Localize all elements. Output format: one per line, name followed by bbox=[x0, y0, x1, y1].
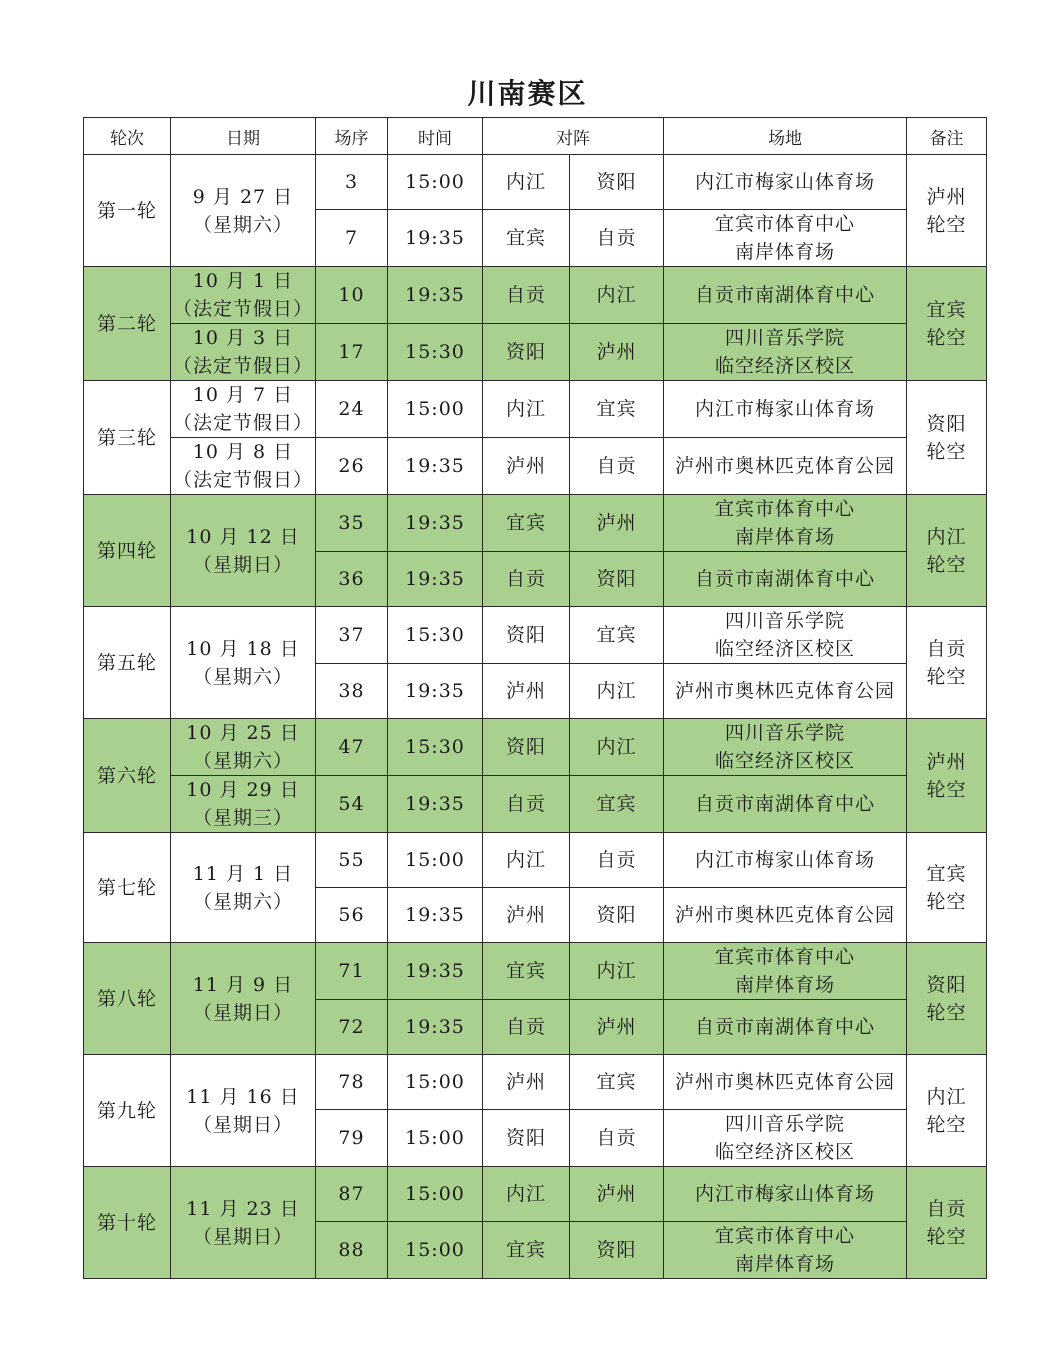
date-cell bbox=[171, 381, 316, 438]
date-line: 10 月 8 日 bbox=[192, 441, 294, 463]
away-team-cell: 资阳 bbox=[570, 1222, 664, 1279]
seq-cell: 47 bbox=[316, 719, 388, 776]
header-time: 时间 bbox=[388, 118, 483, 155]
note-line: 宜宾 bbox=[926, 862, 967, 885]
seq-cell: 10 bbox=[316, 267, 388, 324]
date-line: （星期三） bbox=[192, 807, 293, 829]
venue-cell bbox=[664, 943, 907, 1000]
date-line: （星期日） bbox=[192, 553, 293, 576]
time-cell: 19:35 bbox=[388, 776, 483, 833]
date-line: （星期六） bbox=[192, 750, 293, 772]
seq-cell: 88 bbox=[316, 1222, 388, 1279]
date-line: （星期日） bbox=[192, 1113, 293, 1136]
note-line: 轮空 bbox=[926, 1225, 967, 1248]
away-team-cell: 内江 bbox=[570, 267, 664, 324]
venue-line: 宜宾市体育中心 bbox=[714, 1225, 855, 1247]
seq-cell: 56 bbox=[316, 888, 388, 943]
seq-cell: 38 bbox=[316, 664, 388, 719]
header-round: 轮次 bbox=[84, 118, 171, 155]
time-cell: 15:30 bbox=[388, 324, 483, 381]
note-cell bbox=[907, 495, 987, 607]
away-team-cell: 自贡 bbox=[570, 438, 664, 495]
table-row bbox=[84, 943, 987, 1000]
date-line: 10 月 18 日 bbox=[186, 637, 300, 660]
date-cell bbox=[171, 495, 316, 607]
note-line: 轮空 bbox=[926, 778, 967, 801]
away-team-cell: 泸州 bbox=[570, 324, 664, 381]
venue-cell bbox=[664, 1055, 907, 1110]
table-row bbox=[84, 1167, 987, 1222]
venue-line: 四川音乐学院 bbox=[724, 722, 845, 744]
header-seq: 场序 bbox=[316, 118, 388, 155]
home-team-cell: 泸州 bbox=[483, 664, 570, 719]
venue-line: 南岸体育场 bbox=[734, 1253, 835, 1275]
home-team-cell: 宜宾 bbox=[483, 210, 570, 267]
table-row bbox=[84, 776, 987, 833]
header-date: 日期 bbox=[171, 118, 316, 155]
away-team-cell: 内江 bbox=[570, 664, 664, 719]
date-line: （星期六） bbox=[192, 890, 293, 913]
away-team-cell: 内江 bbox=[570, 719, 664, 776]
seq-cell: 78 bbox=[316, 1055, 388, 1110]
home-team-cell: 自贡 bbox=[483, 776, 570, 833]
venue-cell bbox=[664, 888, 907, 943]
date-cell bbox=[171, 776, 316, 833]
venue-line: 南岸体育场 bbox=[734, 241, 835, 263]
seq-cell: 17 bbox=[316, 324, 388, 381]
note-line: 轮空 bbox=[926, 665, 967, 688]
date-line: （星期日） bbox=[192, 1001, 293, 1024]
time-cell: 19:35 bbox=[388, 1000, 483, 1055]
table-row bbox=[84, 495, 987, 552]
home-team-cell: 宜宾 bbox=[483, 943, 570, 1000]
table-row bbox=[84, 155, 987, 210]
home-team-cell: 泸州 bbox=[483, 438, 570, 495]
home-team-cell: 宜宾 bbox=[483, 1222, 570, 1279]
venue-line: 自贡市南湖体育中心 bbox=[694, 1016, 875, 1038]
header-matchup: 对阵 bbox=[483, 118, 664, 155]
date-cell bbox=[171, 719, 316, 776]
home-team-cell: 宜宾 bbox=[483, 495, 570, 552]
note-cell bbox=[907, 1055, 987, 1167]
away-team-cell: 自贡 bbox=[570, 833, 664, 888]
note-cell bbox=[907, 719, 987, 833]
home-team-cell: 自贡 bbox=[483, 552, 570, 607]
venue-cell bbox=[664, 381, 907, 438]
venue-line: 泸州市奥林匹克体育公园 bbox=[674, 680, 895, 702]
away-team-cell: 宜宾 bbox=[570, 381, 664, 438]
seq-cell: 54 bbox=[316, 776, 388, 833]
round-cell: 第七轮 bbox=[84, 833, 171, 943]
date-line: 10 月 29 日 bbox=[186, 779, 300, 801]
away-team-cell: 泸州 bbox=[570, 1167, 664, 1222]
venue-cell bbox=[664, 607, 907, 664]
date-cell bbox=[171, 607, 316, 719]
seq-cell: 7 bbox=[316, 210, 388, 267]
venue-line: 内江市梅家山体育场 bbox=[694, 849, 875, 871]
seq-cell: 55 bbox=[316, 833, 388, 888]
home-team-cell: 资阳 bbox=[483, 1110, 570, 1167]
home-team-cell: 泸州 bbox=[483, 1055, 570, 1110]
venue-cell bbox=[664, 1167, 907, 1222]
note-line: 泸州 bbox=[926, 185, 967, 208]
date-cell bbox=[171, 155, 316, 267]
time-cell: 15:00 bbox=[388, 1167, 483, 1222]
date-line: （法定节假日） bbox=[172, 412, 313, 434]
header-row bbox=[84, 118, 987, 155]
note-line: 自贡 bbox=[926, 637, 967, 660]
date-line: 10 月 3 日 bbox=[192, 327, 294, 349]
schedule-body bbox=[84, 155, 987, 1279]
time-cell: 15:00 bbox=[388, 155, 483, 210]
note-cell bbox=[907, 155, 987, 267]
round-cell: 第三轮 bbox=[84, 381, 171, 495]
time-cell: 19:35 bbox=[388, 267, 483, 324]
seq-cell: 71 bbox=[316, 943, 388, 1000]
table-row bbox=[84, 267, 987, 324]
date-cell bbox=[171, 438, 316, 495]
note-line: 轮空 bbox=[926, 1001, 967, 1024]
venue-cell bbox=[664, 210, 907, 267]
away-team-cell: 资阳 bbox=[570, 552, 664, 607]
note-cell bbox=[907, 607, 987, 719]
venue-cell bbox=[664, 324, 907, 381]
home-team-cell: 资阳 bbox=[483, 607, 570, 664]
header-note: 备注 bbox=[907, 118, 987, 155]
seq-cell: 79 bbox=[316, 1110, 388, 1167]
venue-line: 南岸体育场 bbox=[734, 974, 835, 996]
venue-line: 宜宾市体育中心 bbox=[714, 946, 855, 968]
time-cell: 19:35 bbox=[388, 438, 483, 495]
table-row bbox=[84, 719, 987, 776]
date-line: （法定节假日） bbox=[172, 298, 313, 320]
seq-cell: 72 bbox=[316, 1000, 388, 1055]
round-cell: 第五轮 bbox=[84, 607, 171, 719]
note-line: 轮空 bbox=[926, 440, 967, 463]
venue-line: 自贡市南湖体育中心 bbox=[694, 793, 875, 815]
venue-cell bbox=[664, 267, 907, 324]
note-line: 资阳 bbox=[926, 412, 967, 435]
home-team-cell: 内江 bbox=[483, 1167, 570, 1222]
away-team-cell: 宜宾 bbox=[570, 776, 664, 833]
venue-line: 南岸体育场 bbox=[734, 526, 835, 548]
seq-cell: 3 bbox=[316, 155, 388, 210]
table-row bbox=[84, 381, 987, 438]
note-cell bbox=[907, 833, 987, 943]
venue-line: 内江市梅家山体育场 bbox=[694, 398, 875, 420]
date-line: （星期六） bbox=[192, 213, 293, 236]
date-cell bbox=[171, 833, 316, 943]
time-cell: 19:35 bbox=[388, 664, 483, 719]
venue-line: 内江市梅家山体育场 bbox=[694, 171, 875, 193]
table-row bbox=[84, 438, 987, 495]
time-cell: 19:35 bbox=[388, 943, 483, 1000]
venue-cell bbox=[664, 776, 907, 833]
date-line: 11 月 9 日 bbox=[192, 973, 294, 996]
round-cell: 第一轮 bbox=[84, 155, 171, 267]
time-cell: 15:30 bbox=[388, 719, 483, 776]
round-cell: 第二轮 bbox=[84, 267, 171, 381]
page-title: 川南赛区 bbox=[467, 77, 588, 110]
round-cell: 第六轮 bbox=[84, 719, 171, 833]
seq-cell: 36 bbox=[316, 552, 388, 607]
away-team-cell: 资阳 bbox=[570, 888, 664, 943]
seq-cell: 35 bbox=[316, 495, 388, 552]
date-line: 10 月 7 日 bbox=[192, 384, 294, 406]
home-team-cell: 资阳 bbox=[483, 324, 570, 381]
away-team-cell: 宜宾 bbox=[570, 607, 664, 664]
away-team-cell: 泸州 bbox=[570, 1000, 664, 1055]
home-team-cell: 资阳 bbox=[483, 719, 570, 776]
date-cell bbox=[171, 1167, 316, 1279]
time-cell: 15:00 bbox=[388, 1222, 483, 1279]
note-line: 轮空 bbox=[926, 553, 967, 576]
round-cell: 第四轮 bbox=[84, 495, 171, 607]
venue-line: 临空经济区校区 bbox=[714, 355, 855, 377]
venue-line: 宜宾市体育中心 bbox=[714, 498, 855, 520]
note-line: 宜宾 bbox=[926, 298, 967, 321]
home-team-cell: 内江 bbox=[483, 155, 570, 210]
note-cell bbox=[907, 381, 987, 495]
date-line: 10 月 12 日 bbox=[186, 525, 300, 548]
venue-line: 临空经济区校区 bbox=[714, 1141, 855, 1163]
schedule-table bbox=[83, 117, 987, 1279]
date-line: 10 月 1 日 bbox=[192, 270, 294, 292]
date-line: （星期日） bbox=[192, 1225, 293, 1248]
date-line: （法定节假日） bbox=[172, 469, 313, 491]
table-row bbox=[84, 1055, 987, 1110]
note-line: 内江 bbox=[926, 1085, 967, 1108]
venue-cell bbox=[664, 719, 907, 776]
note-line: 轮空 bbox=[926, 326, 967, 349]
home-team-cell: 自贡 bbox=[483, 267, 570, 324]
venue-line: 四川音乐学院 bbox=[724, 327, 845, 349]
time-cell: 19:35 bbox=[388, 552, 483, 607]
away-team-cell: 资阳 bbox=[570, 155, 664, 210]
time-cell: 15:00 bbox=[388, 381, 483, 438]
away-team-cell: 自贡 bbox=[570, 210, 664, 267]
time-cell: 19:35 bbox=[388, 210, 483, 267]
date-line: 10 月 25 日 bbox=[186, 722, 300, 744]
note-cell bbox=[907, 267, 987, 381]
away-team-cell: 内江 bbox=[570, 943, 664, 1000]
table-row bbox=[84, 324, 987, 381]
home-team-cell: 内江 bbox=[483, 381, 570, 438]
venue-cell bbox=[664, 1000, 907, 1055]
time-cell: 15:00 bbox=[388, 1055, 483, 1110]
date-cell bbox=[171, 324, 316, 381]
venue-line: 四川音乐学院 bbox=[724, 610, 845, 632]
note-cell bbox=[907, 943, 987, 1055]
table-row bbox=[84, 607, 987, 664]
venue-cell bbox=[664, 495, 907, 552]
note-cell bbox=[907, 1167, 987, 1279]
date-cell bbox=[171, 943, 316, 1055]
date-line: 11 月 23 日 bbox=[186, 1197, 300, 1220]
time-cell: 15:00 bbox=[388, 1110, 483, 1167]
note-line: 泸州 bbox=[926, 750, 967, 773]
date-line: 11 月 1 日 bbox=[192, 862, 294, 885]
venue-cell bbox=[664, 438, 907, 495]
venue-line: 四川音乐学院 bbox=[724, 1113, 845, 1135]
date-line: 9 月 27 日 bbox=[192, 185, 294, 208]
header-venue: 场地 bbox=[664, 118, 907, 155]
date-cell bbox=[171, 267, 316, 324]
venue-line: 临空经济区校区 bbox=[714, 750, 855, 772]
venue-line: 泸州市奥林匹克体育公园 bbox=[674, 455, 895, 477]
venue-line: 内江市梅家山体育场 bbox=[694, 1183, 875, 1205]
venue-cell bbox=[664, 552, 907, 607]
date-line: 11 月 16 日 bbox=[186, 1085, 300, 1108]
away-team-cell: 自贡 bbox=[570, 1110, 664, 1167]
venue-line: 自贡市南湖体育中心 bbox=[694, 284, 875, 306]
venue-cell bbox=[664, 1222, 907, 1279]
note-line: 轮空 bbox=[926, 1113, 967, 1136]
table-row bbox=[84, 833, 987, 888]
away-team-cell: 泸州 bbox=[570, 495, 664, 552]
away-team-cell: 宜宾 bbox=[570, 1055, 664, 1110]
venue-line: 自贡市南湖体育中心 bbox=[694, 568, 875, 590]
date-line: （法定节假日） bbox=[172, 355, 313, 377]
venue-cell bbox=[664, 1110, 907, 1167]
home-team-cell: 自贡 bbox=[483, 1000, 570, 1055]
note-line: 轮空 bbox=[926, 213, 967, 236]
seq-cell: 37 bbox=[316, 607, 388, 664]
venue-line: 宜宾市体育中心 bbox=[714, 213, 855, 235]
date-cell bbox=[171, 1055, 316, 1167]
seq-cell: 87 bbox=[316, 1167, 388, 1222]
note-line: 内江 bbox=[926, 525, 967, 548]
time-cell: 19:35 bbox=[388, 495, 483, 552]
note-line: 资阳 bbox=[926, 973, 967, 996]
time-cell: 15:00 bbox=[388, 833, 483, 888]
note-line: 自贡 bbox=[926, 1197, 967, 1220]
venue-line: 临空经济区校区 bbox=[714, 638, 855, 660]
round-cell: 第十轮 bbox=[84, 1167, 171, 1279]
note-line: 轮空 bbox=[926, 890, 967, 913]
round-cell: 第八轮 bbox=[84, 943, 171, 1055]
venue-cell bbox=[664, 833, 907, 888]
venue-line: 泸州市奥林匹克体育公园 bbox=[674, 904, 895, 926]
time-cell: 15:30 bbox=[388, 607, 483, 664]
home-team-cell: 泸州 bbox=[483, 888, 570, 943]
round-cell: 第九轮 bbox=[84, 1055, 171, 1167]
venue-cell bbox=[664, 155, 907, 210]
seq-cell: 26 bbox=[316, 438, 388, 495]
time-cell: 19:35 bbox=[388, 888, 483, 943]
home-team-cell: 内江 bbox=[483, 833, 570, 888]
date-line: （星期六） bbox=[192, 665, 293, 688]
venue-line: 泸州市奥林匹克体育公园 bbox=[674, 1071, 895, 1093]
venue-cell bbox=[664, 664, 907, 719]
seq-cell: 24 bbox=[316, 381, 388, 438]
